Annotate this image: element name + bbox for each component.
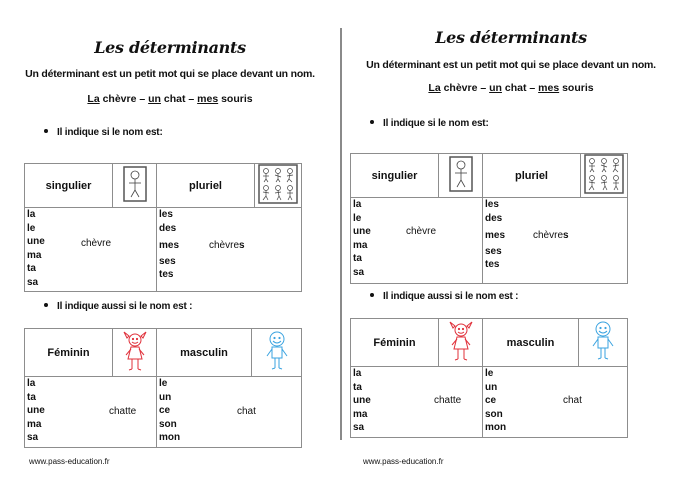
example-part: souris [218, 93, 253, 105]
determiner: ce [159, 405, 171, 416]
plural-noun-stem: chèvre [209, 240, 240, 251]
singular-header: singulier [25, 164, 113, 208]
bullet-dot-icon [370, 293, 374, 297]
number-table [24, 163, 302, 292]
example-part: chèvre – [99, 93, 149, 105]
determiner: la [27, 209, 36, 220]
feminine-body [25, 377, 157, 448]
page-title: Les déterminants [94, 38, 246, 57]
plural-noun [533, 229, 569, 243]
single-stick-figure-icon [123, 166, 147, 202]
plural-noun-stem: chèvre [533, 230, 564, 241]
worksheet-page-right [342, 0, 680, 480]
plural-body [483, 198, 628, 284]
feminine-noun: chatte [434, 395, 462, 406]
intro-sentence: Un déterminant est un petit mot qui se place devant un nom. [366, 59, 656, 71]
determiner: un [159, 391, 172, 403]
masculine-noun: chat [563, 395, 582, 406]
example-sentence [342, 82, 680, 94]
plural-body [157, 208, 302, 292]
determiner: mes [159, 240, 180, 251]
plural-header: pluriel [483, 154, 581, 198]
bullet-number [370, 118, 489, 129]
determiner: ma [353, 239, 368, 251]
determiner: la [353, 368, 362, 379]
masculine-header: masculin [157, 329, 252, 377]
feminine-icon-cell [113, 329, 157, 377]
boy-figure-icon [590, 319, 616, 363]
bullet-dot-icon [370, 120, 374, 124]
determiner: des [485, 212, 503, 224]
example-part: mes [197, 93, 219, 105]
determiner: mon [159, 432, 181, 443]
bullet-text: Il indique aussi si le nom est : [383, 291, 519, 302]
example-part: chèvre – [440, 82, 490, 94]
page-title: Les déterminants [435, 28, 587, 47]
boy-figure-icon [264, 329, 290, 373]
feminine-noun: chatte [109, 406, 137, 417]
plural-header: pluriel [157, 164, 255, 208]
singular-body [351, 198, 483, 284]
determiner: la [353, 199, 362, 210]
determiner: une [353, 226, 371, 237]
determiner: le [485, 368, 494, 379]
footer-url: www.pass-education.fr [29, 457, 110, 466]
example-part: chat – [501, 82, 539, 94]
bullet-dot-icon [44, 129, 48, 133]
determiner: ta [27, 391, 36, 403]
masculine-body [157, 377, 302, 448]
example-part: souris [559, 82, 594, 94]
bullet-number [44, 127, 163, 138]
determiner: le [353, 212, 362, 224]
singular-header: singulier [351, 154, 439, 198]
plural-noun-suffix: s [563, 230, 569, 241]
plural-icon-cell [255, 164, 302, 208]
determiner: la [27, 378, 36, 389]
singular-noun: chèvre [406, 226, 437, 237]
determiner: ce [485, 395, 497, 406]
determiner: un [485, 381, 498, 393]
girl-figure-icon [121, 329, 149, 373]
plural-noun-suffix: s [239, 240, 245, 251]
determiner: sa [27, 432, 39, 443]
example-sentence [0, 93, 340, 105]
example-part: chat – [160, 93, 198, 105]
singular-icon-cell [439, 154, 483, 198]
determiner: des [159, 222, 177, 234]
feminine-icon-cell [439, 319, 483, 367]
determiner: tes [159, 269, 174, 280]
determiner: sa [27, 276, 39, 288]
singular-noun: chèvre [81, 238, 112, 249]
determiner: le [159, 378, 168, 389]
gender-table [24, 328, 302, 448]
singular-icon-cell [113, 164, 157, 208]
girl-figure-icon [447, 319, 475, 363]
masculine-body [483, 367, 628, 438]
determiner: ses [485, 245, 502, 257]
determiner: une [27, 236, 45, 247]
feminine-body [351, 367, 483, 438]
determiner: une [27, 405, 45, 416]
determiner: ses [159, 255, 176, 267]
determiner: ta [27, 263, 36, 274]
determiner: sa [353, 266, 365, 278]
plural-icon-cell [581, 154, 628, 198]
example-part: mes [538, 82, 560, 94]
example-part: un [489, 82, 502, 94]
masculine-header: masculin [483, 319, 579, 367]
determiner: les [485, 199, 499, 210]
single-stick-figure-icon [449, 156, 473, 192]
masculine-icon-cell [252, 329, 302, 377]
determiner: ma [27, 418, 42, 430]
feminine-header: Féminin [351, 319, 439, 367]
bullet-text: Il indique si le nom est: [57, 127, 163, 138]
number-table [350, 153, 628, 284]
determiner: son [485, 408, 503, 420]
group-stick-figures-icon [584, 154, 624, 194]
determiner: ma [27, 249, 42, 261]
gender-table [350, 318, 628, 438]
example-part: un [148, 93, 161, 105]
example-part: La [87, 93, 100, 105]
determiner: le [27, 222, 36, 234]
determiner: mes [485, 230, 506, 241]
example-part: La [428, 82, 441, 94]
footer-url: www.pass-education.fr [363, 457, 444, 466]
plural-noun [209, 239, 245, 253]
determiner: ma [353, 408, 368, 420]
singular-body [25, 208, 157, 292]
bullet-gender [44, 301, 192, 312]
determiner: une [353, 395, 371, 406]
masculine-noun: chat [237, 406, 256, 417]
feminine-header: Féminin [25, 329, 113, 377]
determiner: ta [353, 253, 362, 264]
bullet-text: Il indique aussi si le nom est : [57, 301, 193, 312]
bullet-gender [370, 291, 518, 302]
determiner: son [159, 418, 177, 430]
masculine-icon-cell [579, 319, 628, 367]
determiner: tes [485, 259, 500, 270]
determiner: les [159, 209, 173, 220]
determiner: mon [485, 422, 507, 433]
intro-sentence: Un déterminant est un petit mot qui se place devant un nom. [25, 68, 315, 80]
bullet-text: Il indique si le nom est: [383, 118, 489, 129]
group-stick-figures-icon [258, 164, 298, 204]
determiner: sa [353, 422, 365, 433]
bullet-dot-icon [44, 303, 48, 307]
determiner: ta [353, 381, 362, 393]
